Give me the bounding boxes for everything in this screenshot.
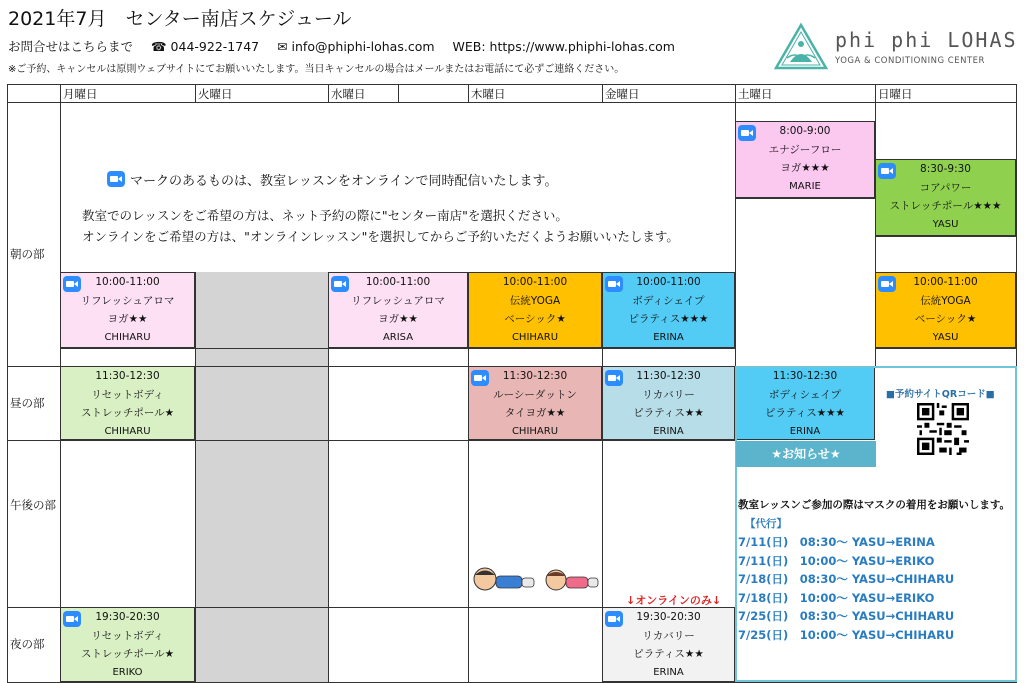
class-name: 伝統YOGA (920, 294, 971, 307)
class-instructor: ERINA (653, 666, 684, 678)
class-time: 11:30-12:30 (772, 370, 838, 382)
class-name: ルーシーダットン (493, 388, 577, 401)
class-instructor: ERINA (653, 331, 684, 343)
studio-booking-info: 教室でのレッスンをご希望の方は、ネット予約の際に"センター南店"を選択ください。 (82, 208, 568, 223)
class-name: リセットボディ (91, 629, 164, 642)
zoom-camera-icon (605, 276, 623, 292)
zoom-camera-icon (63, 611, 81, 627)
zoom-camera-icon (107, 171, 125, 187)
zoom-camera-icon (878, 163, 896, 179)
class-time: 11:30-12:30 (95, 370, 160, 382)
substitute-item: 7/18(日) 10:00～ YASU→ERIKO (738, 591, 935, 605)
class-time: 10:00-11:00 (95, 276, 160, 288)
class-name: リセットボディ (91, 388, 164, 401)
class-sub: ベーシック★ (504, 313, 566, 325)
class-name: リカバリー (642, 629, 695, 642)
class-sub: ストレッチポール★ (80, 407, 175, 419)
sleeping-figures-illustration (472, 566, 600, 594)
zoom-camera-icon (878, 276, 896, 292)
period-noon: 昼の部 (10, 396, 45, 410)
class-cell[interactable] (875, 272, 1016, 348)
period-morning: 朝の部 (10, 247, 45, 261)
online-only-label: ↓オンラインのみ↓ (626, 594, 722, 607)
online-info-line: マークのあるものは、教室レッスンをオンラインで同時配信いたします。 (130, 174, 558, 189)
class-sub: ピラティス★★ (633, 648, 704, 660)
mask-notice: 教室レッスンご参加の際はマスクの着用をお願いします。 (738, 499, 1011, 511)
website-url[interactable]: WEB: https://www.phiphi-lohas.com (452, 39, 675, 54)
class-name: リフレッシュアロマ (80, 294, 175, 307)
class-sub: ヨガ★★ (378, 313, 418, 325)
substitute-item: 7/25(日) 10:00～ YASU→CHIHARU (738, 628, 955, 642)
class-sub: タイヨガ★★ (504, 407, 566, 419)
day-header-fri: 金曜日 (605, 87, 640, 101)
class-time: 10:00-11:00 (913, 276, 978, 288)
day-header-thu: 木曜日 (471, 87, 506, 101)
page-title: 2021年7月 センター南店スケジュール (8, 8, 352, 30)
class-time: 10:00-11:00 (636, 276, 701, 288)
class-instructor: ERINA (653, 425, 684, 437)
class-instructor: CHIHARU (511, 425, 559, 437)
class-cell[interactable] (60, 366, 195, 440)
class-instructor: CHIHARU (104, 425, 151, 437)
substitute-title: 【代行】 (745, 518, 787, 530)
qr-code-icon[interactable] (917, 403, 969, 455)
period-evening: 夜の部 (10, 637, 45, 651)
substitute-item: 7/18(日) 08:30～ YASU→CHIHARU (738, 572, 955, 586)
class-name: コアパワー (919, 181, 972, 194)
booking-note: ※ご予約、キャンセルは原則ウェブサイトにてお願いいたします。当日キャンセルの場合はメールまたはお電話にて必ずご連絡ください。 (8, 64, 625, 75)
email-address[interactable]: ✉ info@phiphi-lohas.com (277, 39, 435, 54)
class-time: 8:30-9:30 (920, 163, 971, 175)
brand-logo (773, 22, 1018, 72)
day-header-sat: 土曜日 (738, 87, 773, 101)
class-instructor: CHIHARU (104, 331, 151, 343)
class-instructor: ERINA (789, 425, 821, 437)
class-instructor: YASU (932, 218, 959, 230)
class-name: リフレッシュアロマ (351, 294, 445, 307)
class-sub: ピラティス★★ (633, 407, 704, 419)
closed-tuesday-top (195, 272, 328, 366)
class-time: 11:30-12:30 (636, 370, 701, 382)
class-sub: ヨガ★★ (107, 313, 148, 325)
zoom-camera-icon (331, 276, 349, 292)
class-sub: ピラティス★★★ (765, 407, 845, 419)
class-instructor: CHIHARU (511, 331, 559, 343)
class-name: ボディシェイプ (768, 388, 842, 401)
contact-label: お問合せはこちらまで (8, 39, 134, 54)
class-time: 19:30-20:30 (95, 611, 160, 623)
class-cell[interactable] (328, 272, 468, 348)
class-name: エナジーフロー (768, 143, 842, 156)
notice-header: ★お知らせ★ (736, 441, 876, 467)
lotus-logo-icon (773, 22, 829, 72)
day-header-tue: 火曜日 (198, 87, 233, 101)
class-time: 19:30-20:30 (636, 611, 701, 623)
class-cell[interactable] (468, 272, 602, 348)
phone-number[interactable]: ☎ 044-922-1747 (151, 39, 260, 54)
class-sub: ストレッチポール★★★ (889, 200, 1002, 212)
substitute-item: 7/11(日) 10:00～ YASU→ERIKO (738, 554, 935, 568)
online-booking-info: オンラインをご希望の方は、"オンラインレッスン"を選択してからご予約いただくようお願いいたします。 (82, 229, 679, 244)
class-time: 10:00-11:00 (502, 276, 568, 288)
class-sub: ストレッチポール★ (80, 648, 175, 660)
day-header-mon: 月曜日 (63, 87, 98, 101)
class-name: ボディシェイプ (632, 294, 705, 307)
zoom-camera-icon (471, 370, 489, 386)
class-instructor: YASU (932, 331, 959, 343)
class-sub: ピラティス★★★ (628, 313, 709, 325)
class-name: リカバリー (642, 388, 695, 401)
zoom-camera-icon (605, 611, 623, 627)
substitute-item: 7/25(日) 08:30～ YASU→CHIHARU (738, 609, 955, 623)
qr-title: ■予約サイトQRコード■ (886, 389, 995, 400)
class-instructor: MARIE (789, 180, 821, 192)
class-time: 8:00-9:00 (779, 125, 831, 137)
zoom-camera-icon (605, 370, 623, 386)
class-sub: ベーシック★ (914, 313, 977, 325)
zoom-camera-icon (738, 125, 756, 141)
contact-line (8, 37, 689, 55)
zoom-camera-icon (63, 276, 81, 292)
logo-tagline: YOGA & CONDITIONING CENTER (835, 56, 985, 66)
class-instructor: ARISA (382, 331, 414, 343)
substitute-item: 7/11(日) 08:30～ YASU→ERINA (738, 535, 935, 549)
class-name: 伝統YOGA (509, 294, 561, 307)
class-instructor: ERIKO (112, 666, 143, 678)
period-afternoon: 午後の部 (10, 498, 56, 512)
day-header-wed: 水曜日 (331, 87, 366, 101)
class-sub: ヨガ★★★ (780, 162, 830, 174)
day-header-sun: 日曜日 (878, 87, 913, 101)
class-cell[interactable] (735, 121, 875, 198)
logo-name: phi phi LOHAS (835, 28, 1018, 52)
class-time: 11:30-12:30 (502, 370, 568, 382)
closed-tuesday-bottom (195, 366, 328, 682)
class-time: 10:00-11:00 (365, 276, 431, 288)
class-cell[interactable] (875, 159, 1016, 236)
